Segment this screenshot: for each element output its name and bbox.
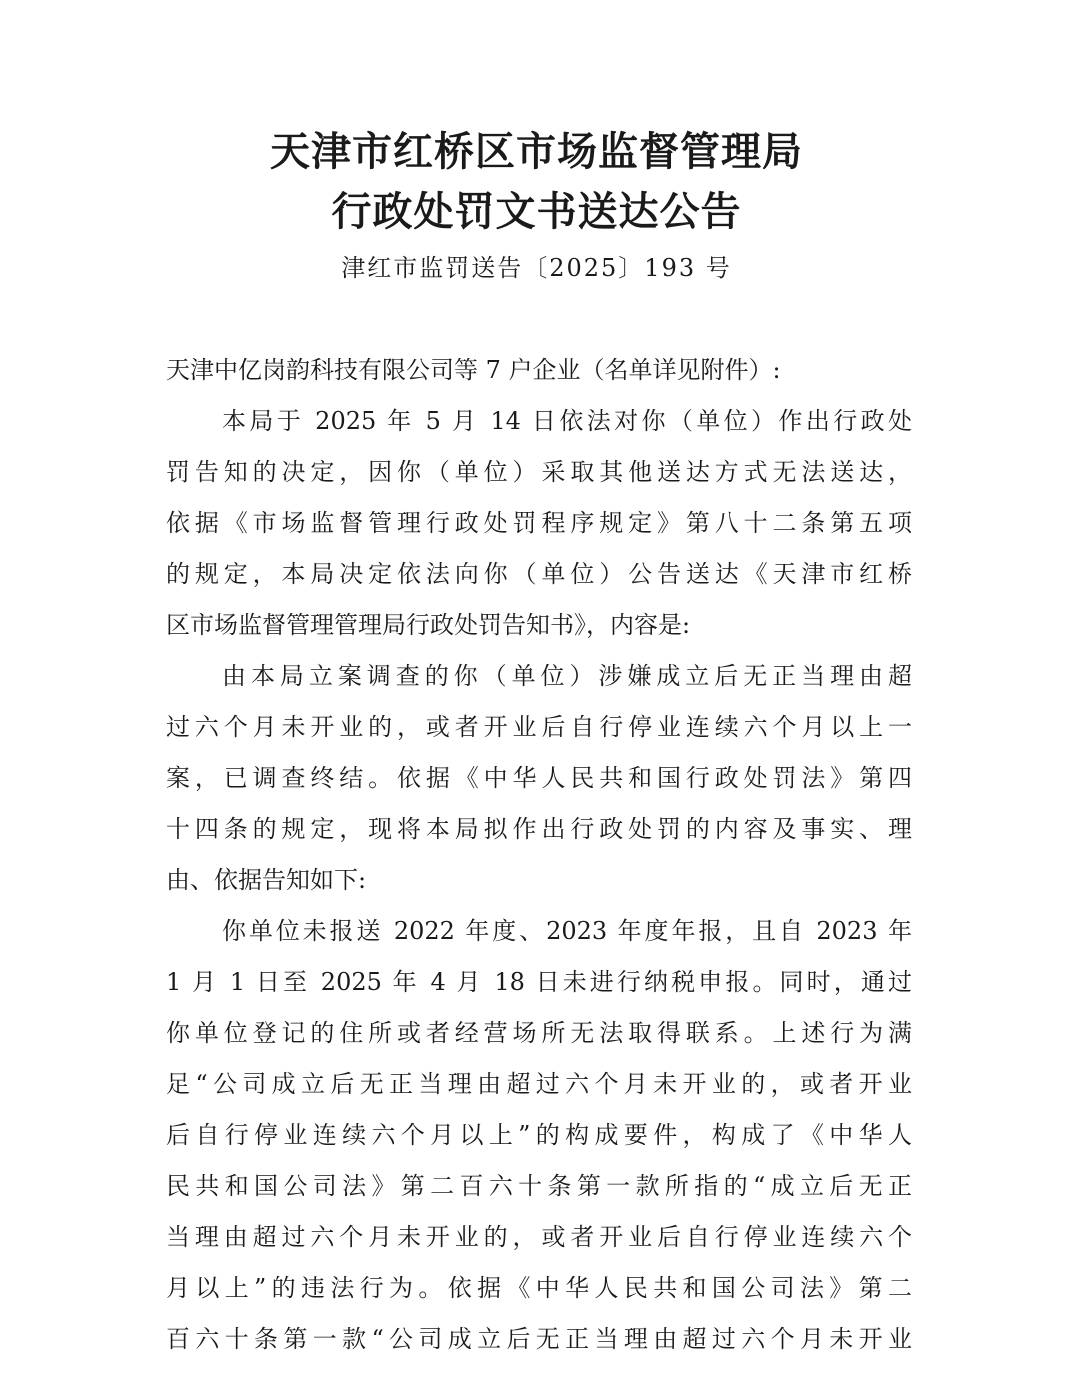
- body-line: 由本局立案调查的你（单位）涉嫌成立后无正当理由超: [222, 662, 912, 690]
- body-line: 你单位登记的住所或者经营场所无法取得联系。上述行为满: [166, 1019, 912, 1047]
- body-line: 本局于 2025 年 5 月 14 日依法对你（单位）作出行政处: [222, 407, 912, 435]
- body-line: 足“公司成立后无正当理由超过六个月未开业的，或者开业: [166, 1070, 912, 1098]
- body-line: 百六十条第一款“公司成立后无正当理由超过六个月未开业: [166, 1325, 912, 1353]
- body-line: 案，已调查终结。依据《中华人民共和国行政处罚法》第四: [166, 764, 912, 792]
- document-title-line-2: 行政处罚文书送达公告: [331, 189, 742, 235]
- addressee-line: 天津中亿岗韵科技有限公司等 7 户企业（名单详见附件）:: [166, 356, 781, 384]
- document-title-line-1: 天津市红桥区市场监督管理局: [270, 129, 803, 175]
- document-body: [166, 399, 912, 1368]
- body-line: 由、依据告知如下:: [166, 866, 367, 894]
- body-line: 月以上”的违法行为。依据《中华人民共和国公司法》第二: [166, 1274, 912, 1302]
- body-line: 民共和国公司法》第二百六十条第一款所指的“成立后无正: [166, 1172, 912, 1200]
- body-line: 当理由超过六个月未开业的，或者开业后自行停业连续六个: [166, 1223, 912, 1251]
- body-line: 后自行停业连续六个月以上”的构成要件，构成了《中华人: [166, 1121, 912, 1149]
- body-line: 罚告知的决定，因你（单位）采取其他送达方式无法送达，: [166, 458, 912, 486]
- body-line: 1 月 1 日至 2025 年 4 月 18 日未进行纳税申报。同时，通过: [166, 968, 912, 996]
- body-line: 十四条的规定，现将本局拟作出行政处罚的内容及事实、理: [166, 815, 912, 843]
- body-line: 你单位未报送 2022 年度、2023 年度年报，且自 2023 年: [222, 917, 912, 945]
- body-line: 依据《市场监督管理行政处罚程序规定》第八十二条第五项: [166, 509, 912, 537]
- body-line: 的规定，本局决定依法向你（单位）公告送达《天津市红桥: [166, 560, 912, 588]
- document-number: 津红市监罚送告〔2025〕193 号: [341, 254, 732, 282]
- body-line: 区市场监督管理管理局行政处罚告知书》，内容是:: [166, 611, 691, 639]
- body-line: 过六个月未开业的，或者开业后自行停业连续六个月以上一: [166, 713, 912, 741]
